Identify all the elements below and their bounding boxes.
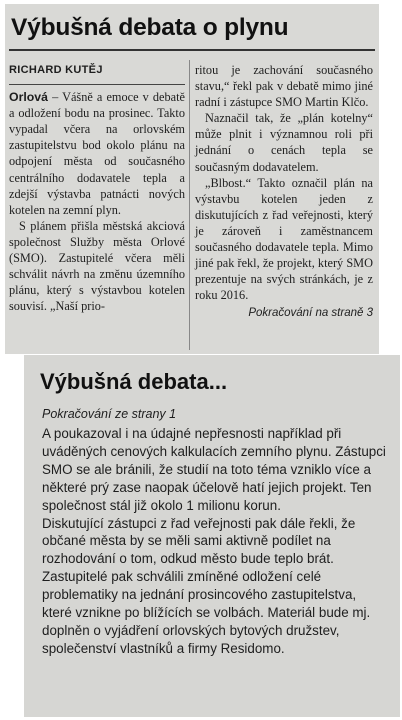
lead-text: – Vášně a emoce v debatě a odložení bodu na prosinec. Takto vypadal včera na orlovském zastupitelstvu bod okolo plánu na odpojení města od současného centrálního dodavatele tepla a zdejší výstavba patnácti nových kotelen na zemní plyn.: [9, 90, 185, 217]
text-column-2: [195, 62, 373, 322]
article-clipping-page1: [5, 4, 379, 354]
article-clipping-page3: [24, 355, 400, 717]
headline: Výbušná debata o plynu: [11, 14, 289, 41]
lead-paragraph: [9, 89, 185, 218]
continuation-text: [42, 425, 388, 658]
continuation-paragraph-1: A poukazoval i na údajné nepřesnosti například při uváděných cenových kalkulacích zemního plynu. Zástupci SMO se ale bránili, že studií na toto téma vzniklo více a některé prý zase naopak účelově hatí jejich projekt. Ten společnost stál již okolo 1 milionu korun.: [42, 426, 386, 513]
paragraph-2-start: S plánem přišla městská akciová společnost Služby města Orlové (SMO). Zastupitelé včera měli schválit návrh na změnu územního plánu, který s výstavbou kotelen souvisí. „Naší prio-: [9, 218, 185, 314]
continuation-paragraph-2: Diskutující zástupci z řad veřejnosti pak dále řekli, že občané města by se měli sami aktivně podílet na rozhodování o tom, odkud město bude teplo brát.: [42, 515, 356, 567]
column-divider: [189, 60, 190, 350]
text-column-1: [9, 62, 185, 314]
byline: RICHARD KUTĚJ: [9, 64, 103, 76]
continuation-headline: Výbušná debata...: [40, 369, 228, 394]
continued-from-note: Pokračování ze strany 1: [42, 407, 177, 421]
dateline-city: Orlová: [9, 90, 48, 105]
headline-rule: [9, 49, 375, 51]
byline-rule: [9, 84, 185, 85]
continuation-paragraph-3: Zastupitelé pak schválili zmíněné odložení celé problematiky na jednání prosincového zastupitelstva, které vznikne po blížících se volbách. Materiál bude mj. doplněn o vyjádření orlovských bytových družstev, společenství vlastníků a firmy Residomo.: [42, 569, 371, 656]
paragraph-2-end: ritou je zachování současného stavu,“ řekl pak v debatě mimo jiné radní i zástupce SMO Martin Klčo.: [195, 63, 373, 110]
continued-note: Pokračování na straně 3: [248, 307, 373, 320]
paragraph-3: Naznačil tak, že „plán kotelny“ může plnit i významnou roli při jednání o cenách tepla se současným dodavatelem.: [195, 111, 373, 174]
paragraph-4: „Blbost.“ Takto označil plán na výstavbu kotelen jeden z diskutujících z řad veřejnosti, který je zároveň i zaměstnancem současného dodavatele tepla. Mimo jiné pak řekl, že projekt, který SMO prezentuje na svých stránkách, je z roku 2016.: [195, 175, 373, 303]
